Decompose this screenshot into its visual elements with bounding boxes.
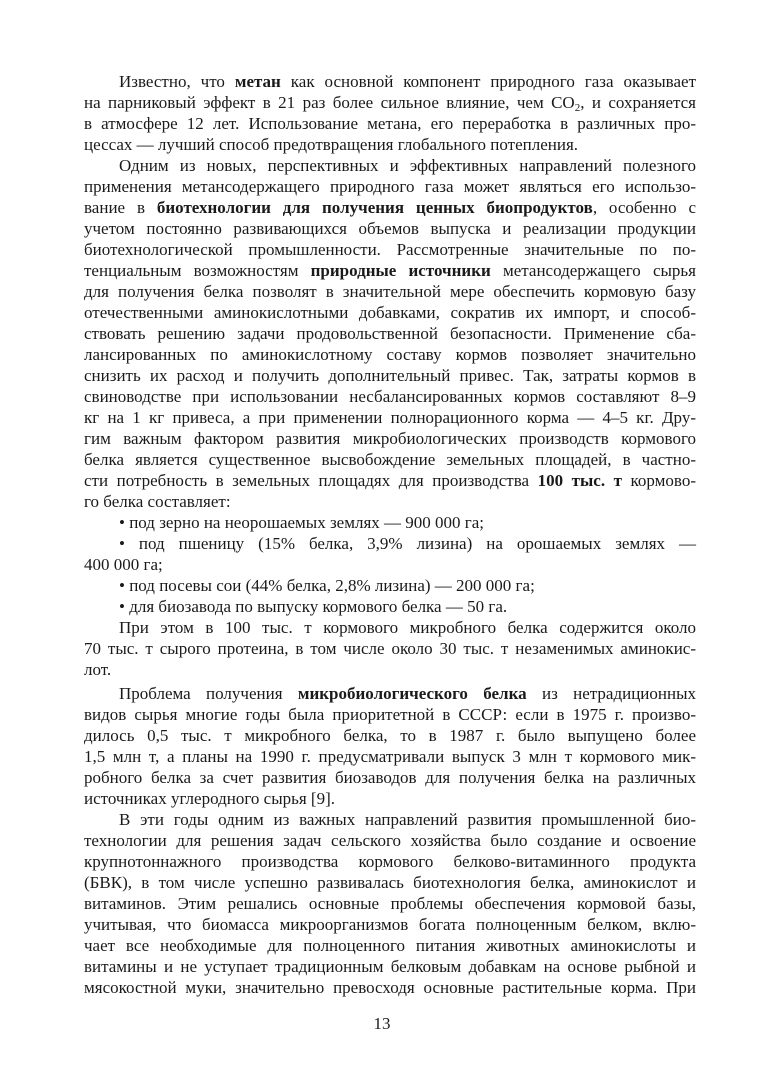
subscript: 2 [574,102,581,114]
text-line [84,893,696,914]
bold-term: биотехнологии для получения ценных биопродуктов [156,198,593,217]
text-run: , особенно с [592,198,696,217]
text-line [84,449,696,470]
text-run: учитывая, что биомасса микроорганизмов богата полноценным белком, вклю- [84,915,696,934]
bold-term: 100 тыс. т [537,471,622,490]
text-line [84,470,696,491]
text-run: применения метансодержащего природного газа может являться его использо- [84,177,696,196]
text-line [84,767,696,788]
bold-term: метан [234,72,281,91]
bold-term: микробиологического белка [297,684,527,703]
text-line [84,197,696,218]
text-line [84,533,696,554]
text-line [84,134,696,155]
text-run: го белка составляет: [84,492,231,511]
text-run: • для биозавода по выпуску кормового белка — 50 га. [119,597,508,616]
text-run: 400 000 га; [84,555,163,574]
text-run: робного белка за счет развития биозаводов для получения белка на различных [84,768,696,787]
text-line [84,704,696,725]
text-run: витаминов. Этим решались основные проблемы обеспечения кормовой базы, [84,894,696,913]
text-line [84,788,696,809]
text-run: метансодержащего сырья [490,261,696,280]
text-line [84,512,696,533]
text-run: • под пшеницу (15% белка, 3,9% лизина) на орошаемых землях — [119,534,696,553]
text-run: Известно, что [119,72,235,91]
text-run: тенциальным возможностям [84,261,311,280]
text-run: , и сохраняется [580,93,696,112]
text-run: кг на 1 кг привеса, а при применении полнорационного корма — 4–5 кг. Дру- [84,408,696,427]
text-run: крупнотоннажного производства кормового белково-витаминного продукта [84,852,696,871]
text-run: свиноводстве при использовании несбалансированных кормов составляют 8–9 [84,387,696,406]
text-line [84,365,696,386]
text-run: цессах — лучший способ предотвращения глобального потепления. [84,135,579,154]
text-line [84,914,696,935]
text-run: вание в [84,198,157,217]
text-line [84,935,696,956]
text-line [84,956,696,977]
text-line [84,659,696,680]
text-run: 70 тыс. т сырого протеина, в том числе около 30 тыс. т незаменимых аминокис- [84,639,696,658]
text-run: снизить их расход и получить дополнительный привес. Так, затраты кормов в [84,366,696,385]
text-line [84,872,696,893]
text-run: учетом постоянно развивающихся объемов выпуска и реализации продукции [84,219,696,238]
text-line [84,176,696,197]
text-line [84,239,696,260]
text-line [84,71,696,92]
text-line [84,218,696,239]
text-run: отечественными аминокислотными добавками, сократив их импорт, и способ- [84,303,696,322]
text-line [84,746,696,767]
text-line [84,809,696,830]
text-line [84,344,696,365]
page-body-text [84,71,696,998]
text-run: источниках углеродного сырья [9]. [84,789,336,808]
text-line [84,323,696,344]
text-run: Одним из новых, перспективных и эффективных направлений полезного [119,156,696,175]
text-run: • под посевы сои (44% белка, 2,8% лизина) — 200 000 га; [119,576,535,595]
text-line [84,683,696,704]
text-run: (БВК), в том числе успешно развивалась биотехнология белка, аминокислот и [84,873,696,892]
text-line [84,491,696,512]
text-line [84,851,696,872]
text-run: в атмосфере 12 лет. Использование метана, его переработка в различных про- [84,114,696,133]
text-line [84,428,696,449]
text-line [84,281,696,302]
text-line [84,725,696,746]
text-run: ствовать решению задачи продовольственной безопасности. Применение сба- [84,324,696,343]
text-run: из нетрадиционных [526,684,697,703]
text-run: на парниковый эффект в 21 раз более сильное влияние, чем CO [84,93,575,112]
text-run: 1,5 млн т, а планы на 1990 г. предусматривали выпуск 3 млн т кормового мик- [84,747,696,766]
text-run: • под зерно на неорошаемых землях — 900 000 га; [119,513,485,532]
text-run: лот. [84,660,112,679]
text-run: мясокостной муки, значительно превосходя основные растительные корма. При [84,978,696,997]
text-line [84,830,696,851]
text-line [84,386,696,407]
text-line [84,302,696,323]
text-run: лансированных по аминокислотному составу кормов позволяет значительно [84,345,696,364]
text-run: видов сырья многие годы была приоритетной в СССР: если в 1975 г. произво- [84,705,696,724]
page-number: 13 [373,1014,391,1033]
text-run: дилось 0,5 тыс. т микробного белка, то в 1987 г. было выпущено более [84,726,696,745]
text-run: гим важным фактором развития микробиологических производств кормового [84,429,696,448]
text-line [84,260,696,281]
bold-term: природные источники [310,261,491,280]
text-run: белка является существенное высвобождение земельных площадей, в частно- [84,450,696,469]
text-line [84,596,696,617]
text-line [84,554,696,575]
text-line [84,155,696,176]
text-line [84,92,696,113]
text-run: как основной компонент природного газа оказывает [280,72,696,91]
text-run: биотехнологической промышленности. Рассмотренные значительные по по- [84,240,696,259]
text-run: кормово- [621,471,696,490]
text-run: чает все необходимые для полноценного питания животных аминокислоты и [84,936,696,955]
text-run: витамины и не уступает традиционным белковым добавкам на основе рыбной и [84,957,696,976]
text-line [84,575,696,596]
text-run: для получения белка позволят в значительной мере обеспечить кормовую базу [84,282,696,301]
text-run: В эти годы одним из важных направлений развития промышленной био- [119,810,696,829]
text-run: При этом в 100 тыс. т кормового микробного белка содержится около [119,618,696,637]
text-run: Проблема получения [119,684,298,703]
text-run: сти потребность в земельных площадях для производства [84,471,538,490]
text-line [84,638,696,659]
text-line [84,617,696,638]
text-line [84,407,696,428]
text-line [84,977,696,998]
text-run: технологии для решения задач сельского хозяйства было создание и освоение [84,831,696,850]
text-line [84,113,696,134]
